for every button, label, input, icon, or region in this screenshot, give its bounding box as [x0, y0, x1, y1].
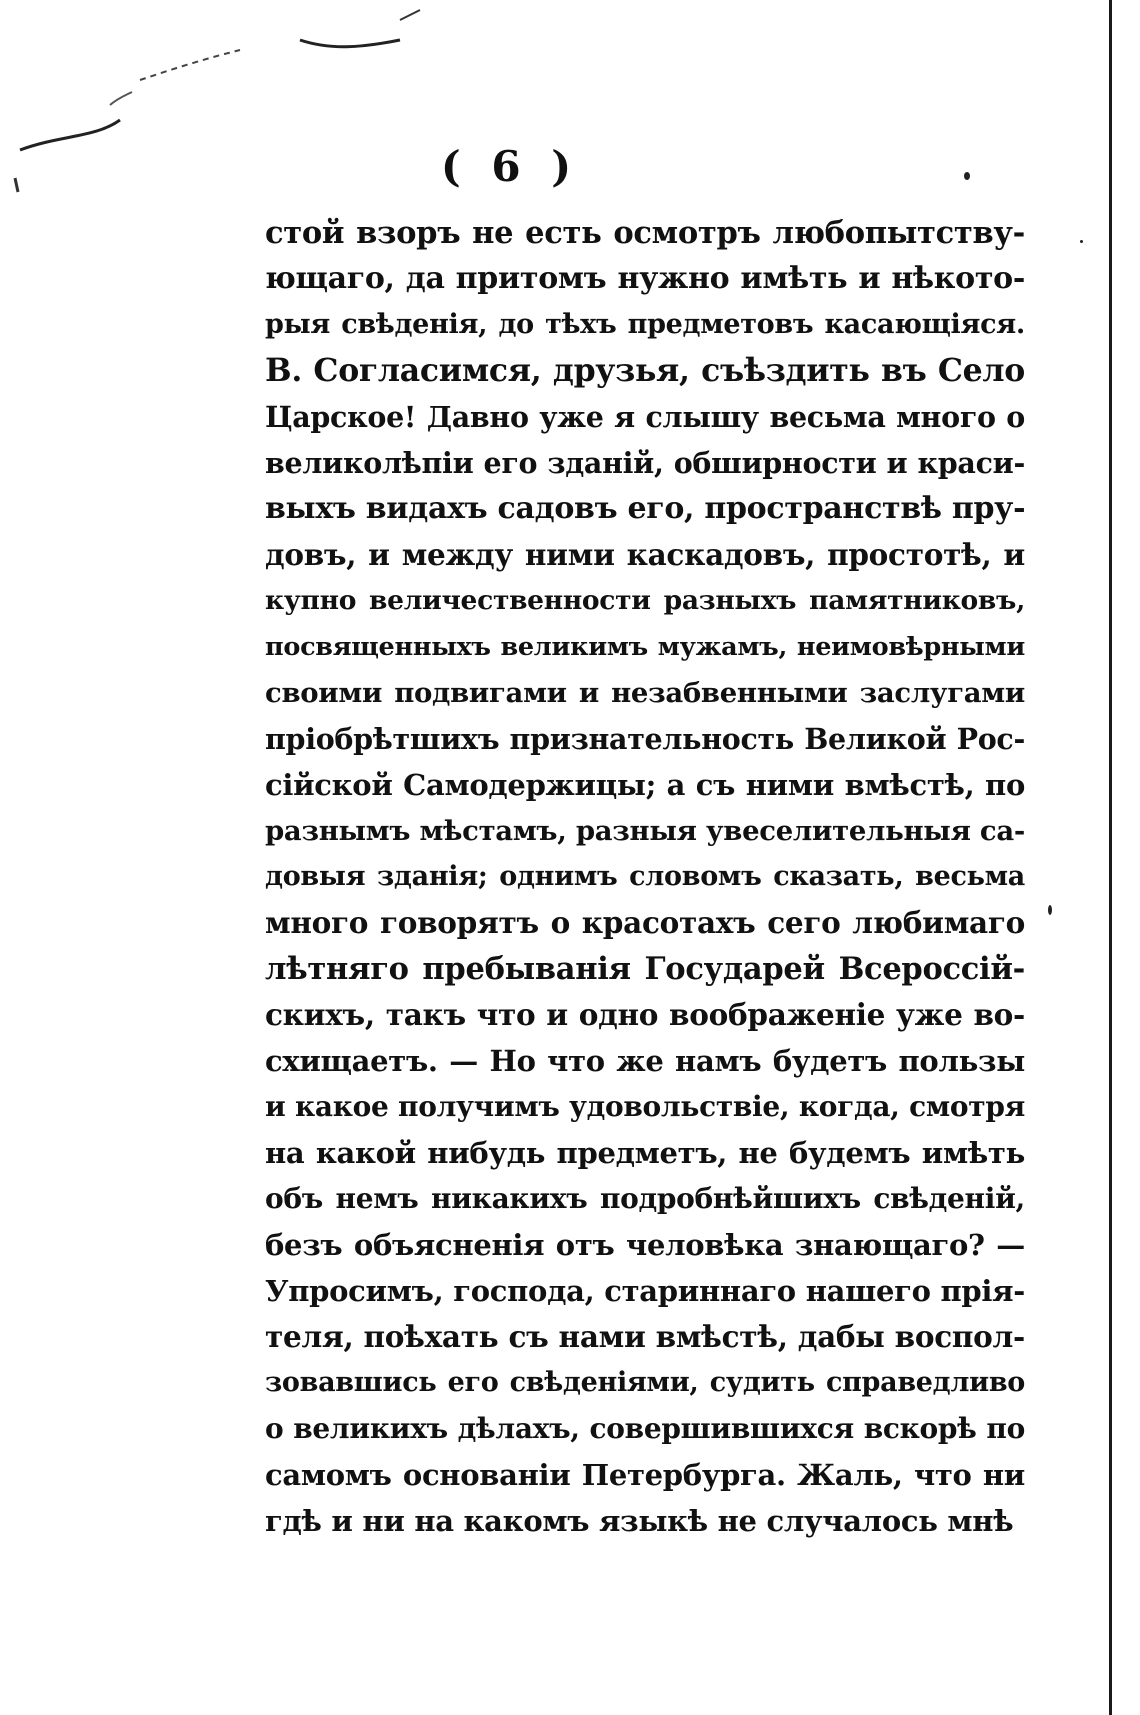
page-right-border: [1109, 0, 1112, 1715]
text-line: о великихъ дѣлахъ, совершившихся вскорѣ по: [265, 1412, 1025, 1445]
stray-ink-dot: [1048, 905, 1052, 915]
smudge-stroke: [110, 92, 132, 105]
smudge-stroke: [400, 10, 420, 20]
text-line: выхъ видахъ садовъ его, пространствѣ пру-: [265, 491, 1026, 526]
text-line: Царское! Давно уже я слышу весьма много о: [265, 400, 1025, 434]
text-line: схищаетъ. — Но что же намъ будетъ пользы: [265, 1044, 1025, 1078]
text-line: довъ, и между ними каскадовъ, простотѣ, и: [265, 537, 1025, 572]
smudge-stroke: [300, 40, 400, 47]
stray-ink-dot: [1080, 240, 1083, 243]
text-line: купно величественности разныхъ памятниковъ,: [265, 585, 1025, 616]
text-line: стой взоръ не есть осмотръ любопытству-: [265, 215, 1025, 251]
body-text: [265, 210, 1025, 1544]
text-line: пріобрѣтшихъ признательность Великой Рос-: [265, 722, 1025, 756]
text-line: разнымъ мѣстамъ, разныя увеселительныя са-: [265, 815, 1025, 847]
text-line: гдѣ и ни на какомъ языкѣ не случалось мнѣ: [265, 1504, 1014, 1538]
text-line: самомъ основаніи Петербурга. Жаль, что ни: [265, 1458, 1025, 1492]
smudge-stroke: [140, 50, 240, 80]
text-line: сійской Самодержицы; а съ ними вмѣстѣ, по: [265, 768, 1025, 802]
text-line: объ немъ никакихъ подробнѣйшихъ свѣденій,: [265, 1182, 1025, 1215]
text-line: зовавшись его свѣденіями, судить справедливо: [265, 1367, 1025, 1398]
page-number: ( 6 ): [440, 142, 580, 191]
text-line: на какой нибудь предметъ, не будемъ имѣть: [265, 1136, 1025, 1170]
text-line: лѣтняго пребыванія Государей Всероссій-: [265, 951, 1025, 987]
text-line: посвященныхъ великимъ мужамъ, неимовѣрными: [265, 632, 1025, 662]
text-line: теля, поѣхать съ нами вмѣстѣ, дабы воспол-: [265, 1319, 1025, 1354]
text-line: безъ объясненія отъ человѣка знающаго? —: [265, 1228, 1025, 1262]
text-line: В. Согласимся, друзья, съѣздить въ Село: [265, 352, 1025, 389]
text-line: скихъ, такъ что и одно воображеніе уже во-: [265, 997, 1025, 1032]
text-line: ющаго, да притомъ нужно имѣть и нѣкото-: [265, 261, 1025, 296]
text-line: много говорятъ о красотахъ сего любимаго: [265, 905, 1025, 940]
text-line: своими подвигами и незабвенными заслугами: [265, 677, 1025, 709]
text-line: довыя зданія; однимъ словомъ сказать, весьма: [265, 861, 1025, 892]
text-line: великолѣпіи его зданій, обширности и краси-: [265, 446, 1025, 480]
text-line: рыя свѣденія, до тѣхъ предметовъ касающіяся.: [265, 309, 1025, 340]
text-line: Упросимъ, господа, стариннаго нашего прія-: [265, 1274, 1025, 1308]
text-line: и какое получимъ удовольствіе, когда, смотря: [265, 1090, 1025, 1123]
